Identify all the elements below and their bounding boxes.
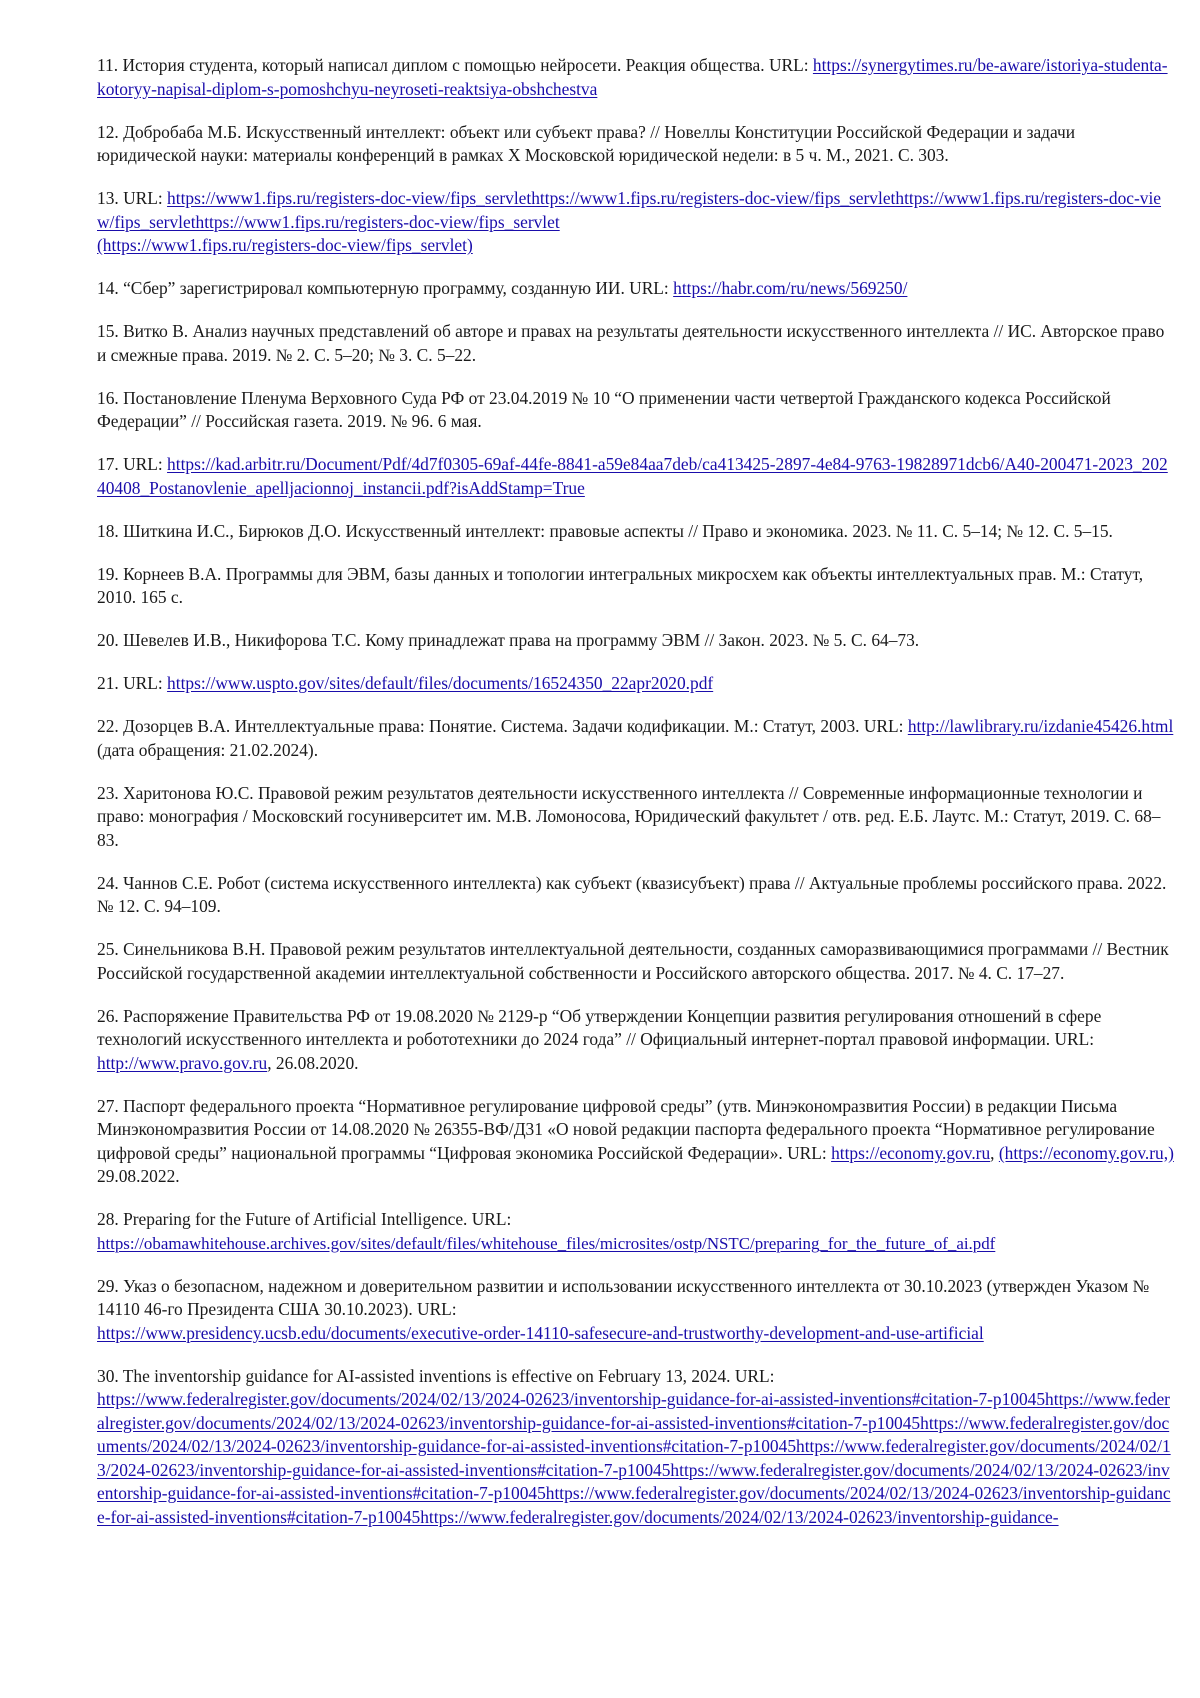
reference-text: 27. Паспорт федерального проекта “Нормативное регулирование цифровой среды” (утв. Минэкономразвития России) в редакции Письма Минэкономразвития России от 14.08.2020 № 26355-ВФ/Д31 «О новой редакции паспорта федерального проекта “Нормативное регулирование цифровой среды” национальной программы “Цифровая экономика Российской Федерации». URL: xyxy=(97,1095,1155,1163)
reference-item-15 xyxy=(97,320,1175,367)
reference-text: 20. Шевелев И.В., Никифорова Т.С. Кому принадлежат права на программу ЭВМ // Закон. 2023. № 5. С. 64–73. xyxy=(97,630,920,650)
reference-link[interactable]: https://kad.arbitr.ru/Document/Pdf/4d7f0305-69af-44fe-8841-a59e84aa7deb/ca413425-2897-4e84-9763-19828971dcb6/A40-200471-2023_20240408_Postanovlenie_apelljacionnoj_instancii.pdf?isAddStamp=True xyxy=(97,454,1168,498)
reference-text: 12. Добробаба М.Б. Искусственный интеллект: объект или субъект права? // Новеллы Конституции Российской Федерации и задачи юридической науки: материалы конференций в рамках X Московской юридической недели: в 5 ч. М., 2021. С. 303. xyxy=(97,121,1076,165)
reference-text: 23. Харитонова Ю.С. Правовой режим результатов деятельности искусственного интеллекта // Современные информационные технологии и право: монография / Московский госуниверситет им. М.В. Ломоносова, Юридический факультет / отв. ред. Е.Б. Лаутс. М.: Статут, 2019. С. 68–83. xyxy=(97,782,1161,850)
reference-link[interactable]: http://www.pravo.gov.ru xyxy=(97,1052,268,1073)
reference-text: 14. “Сбер” зарегистрировал компьютерную программу, созданную ИИ. URL: xyxy=(97,278,674,298)
reference-text-tail: 29.08.2022. xyxy=(97,1166,180,1186)
reference-link[interactable]: http://lawlibrary.ru/izdanie45426.html xyxy=(907,716,1174,736)
reference-item-24 xyxy=(97,872,1175,919)
reference-link[interactable]: https://synergytimes.ru/be-aware/istoriya-studenta-kotoryy-napisal-diplom-s-pomoshchyu-neyroseti-reaktsiya-obshchestva xyxy=(97,55,1168,99)
reference-item-21 xyxy=(97,672,1175,696)
reference-text: 19. Корнеев В.А. Программы для ЭВМ, базы данных и топологии интегральных микросхем как объекты интеллектуальных прав. М.: Статут, 2010. 165 с. xyxy=(97,563,1144,607)
reference-link[interactable]: https://obamawhitehouse.archives.gov/sites/default/files/whitehouse_files/microsites/ostp/NSTC/preparing_for_the_future_of_ai.pdf xyxy=(97,1233,996,1253)
reference-text: 24. Чаннов С.Е. Робот (система искусственного интеллекта) как субъект (квазисубъект) права // Актуальные проблемы российского права. 2022. № 12. С. 94–109. xyxy=(97,872,1167,916)
reference-link[interactable]: (https://www1.fips.ru/registers-doc-view/fips_servlet) xyxy=(97,235,473,255)
reference-item-26 xyxy=(97,1005,1175,1076)
reference-item-14 xyxy=(97,277,1175,301)
reference-link[interactable]: https://www.presidency.ucsb.edu/documents/executive-order-14110-safesecure-and-trustworthy-development-and-use-artificial xyxy=(97,1322,984,1343)
reference-item-19 xyxy=(97,563,1175,610)
reference-link[interactable]: https://economy.gov.ru xyxy=(831,1142,991,1163)
reference-text: 29. Указ о безопасном, надежном и доверительном развитии и использовании искусственного интеллекта от 30.10.2023 (утвержден Указом № 14110 46-го Президента США 30.10.2023). URL: xyxy=(97,1275,1150,1319)
reference-text: 26. Распоряжение Правительства РФ от 19.08.2020 № 2129-р “Об утверждении Концепции развития регулирования отношений в сфере технологий искусственного интеллекта и робототехники до 2024 года” // Официальный интернет-портал правовой информации. URL: xyxy=(97,1005,1102,1049)
reference-link[interactable]: https://habr.com/ru/news/569250/ xyxy=(673,278,908,298)
reference-text: 30. The inventorship guidance for AI-assisted inventions is effective on February 13, 2024. URL: xyxy=(97,1365,775,1386)
reference-text: 15. Витко В. Анализ научных представлений об авторе и правах на результаты деятельности искусственного интеллекта // ИС. Авторское право и смежные права. 2019. № 2. С. 5–20; № 3. С. 5–22. xyxy=(97,321,1165,365)
reference-text-tail: , 26.08.2020. xyxy=(267,1052,359,1073)
reference-item-27 xyxy=(97,1095,1175,1189)
reference-item-22 xyxy=(97,715,1175,762)
reference-text: 16. Постановление Пленума Верховного Суда РФ от 23.04.2019 № 10 “О применении части четвертой Гражданского кодекса Российской Федерации” // Российская газета. 2019. № 96. 6 мая. xyxy=(97,387,1111,431)
reference-text: 13. URL: xyxy=(97,188,168,208)
reference-item-30 xyxy=(97,1365,1175,1530)
reference-link[interactable]: https://www.uspto.gov/sites/default/files/documents/16524350_22apr2020.pdf xyxy=(167,673,714,693)
reference-item-28 xyxy=(97,1208,1175,1255)
reference-text: 25. Синельникова В.Н. Правовой режим результатов интеллектуальной деятельности, созданных саморазвивающимися программами // Вестник Российской государственной академии интеллектуальной собственности и Российского авторского общества. 2017. № 4. С. 17–27. xyxy=(97,939,1169,983)
reference-link[interactable]: https://www1.fips.ru/registers-doc-view/fips_servlethttps://www1.fips.ru/registers-doc-view/fips_servlethttps://www1.fips.ru/registers-doc-view/fips_servlethttps://www1.fips.ru/registers-doc-view/fips_servlet xyxy=(97,188,1162,232)
reference-text: 17. URL: xyxy=(97,454,168,474)
reference-text-mid: , xyxy=(990,1142,999,1163)
reference-text: 11. История студента, который написал диплом с помощью нейросети. Реакция общества. URL: xyxy=(97,55,813,75)
reference-text: 28. Preparing for the Future of Artificial Intelligence. URL: xyxy=(97,1209,512,1229)
reference-list xyxy=(97,54,1175,1549)
reference-item-11 xyxy=(97,54,1175,101)
reference-text-tail: (дата обращения: 21.02.2024). xyxy=(97,739,319,760)
reference-item-25 xyxy=(97,938,1175,985)
reference-text: 22. Дозорцев В.А. Интеллектуальные права: Понятие. Система. Задачи кодификации. М.: Статут, 2003. URL: xyxy=(97,716,908,736)
reference-item-18 xyxy=(97,520,1175,544)
reference-text: 21. URL: xyxy=(97,673,168,693)
reference-link[interactable]: https://www.federalregister.gov/documents/2024/02/13/2024-02623/inventorship-guidance-for-ai-assisted-inventions#citation-7-p10045https://www.federalregister.gov/documents/2024/02/13/2024-02623/inventorship-guidance-for-ai-assisted-inventions#citation-7-p10045https://www.federalregister.gov/documents/2024/02/13/2024-02623/inventorship-guidance-for-ai-assisted-inventions#citation-7-p10045https://www.federalregister.gov/documents/2024/02/13/2024-02623/inventorship-guidance-for-ai-assisted-inventions#citation-7-p10045https://www.federalregister.gov/documents/2024/02/13/2024-02623/inventorship-guidance-for-ai-assisted-inventions#citation-7-p10045https://www.federalregister.gov/documents/2024/02/13/2024-02623/inventorship-guidance-for-ai-assisted-inventions#citation-7-p10045https://www.federalregister.gov/documents/2024/02/13/2024-02623/inventorship-guidance- xyxy=(97,1389,1171,1527)
reference-item-29 xyxy=(97,1275,1175,1346)
reference-item-16 xyxy=(97,387,1175,434)
reference-item-12 xyxy=(97,121,1175,168)
reference-link[interactable]: (https://economy.gov.ru,) xyxy=(998,1142,1174,1163)
reference-item-17 xyxy=(97,453,1175,500)
reference-item-13 xyxy=(97,187,1175,258)
reference-text: 18. Шиткина И.С., Бирюков Д.О. Искусственный интеллект: правовые аспекты // Право и экономика. 2023. № 11. С. 5–14; № 12. С. 5–15. xyxy=(97,520,1113,541)
reference-item-23 xyxy=(97,782,1175,853)
reference-item-20 xyxy=(97,629,1175,653)
